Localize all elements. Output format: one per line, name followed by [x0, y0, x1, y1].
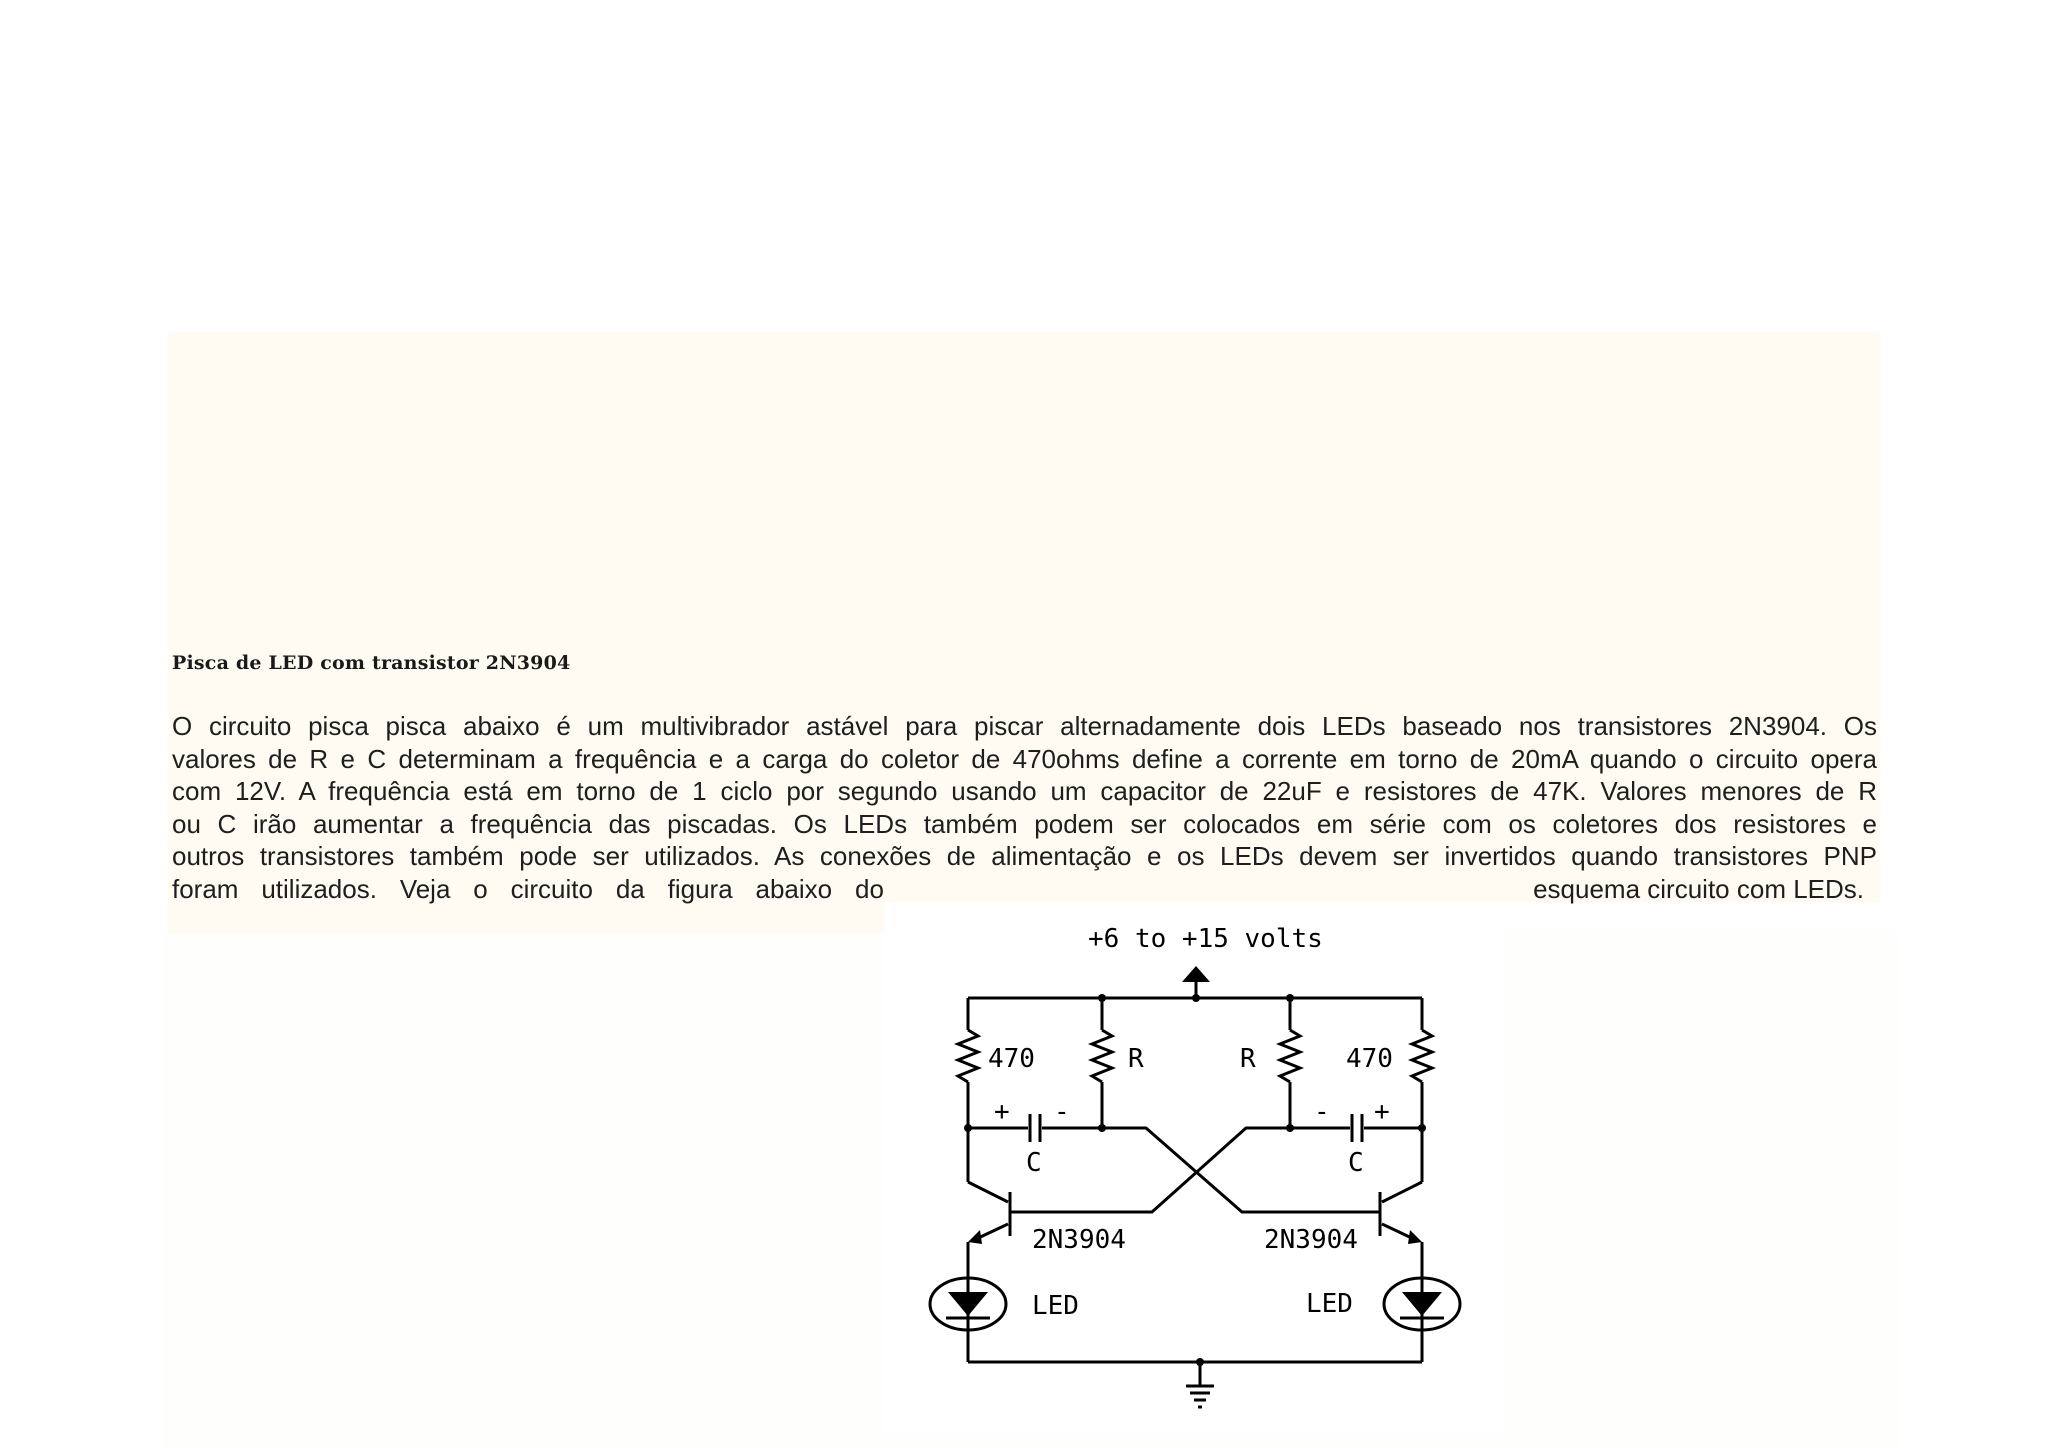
- supply-label: +6 to +15 volts: [1088, 924, 1323, 954]
- paragraph-last-line-left: [172, 873, 884, 906]
- left-led-label: LED: [1032, 1291, 1079, 1321]
- paragraph-word: da: [615, 873, 645, 904]
- paragraph-last-line: [172, 873, 1877, 906]
- paragraph-word: Veja: [399, 873, 451, 904]
- schematic-drawing: [884, 902, 1504, 1432]
- left-base-resistor: [1092, 1030, 1112, 1082]
- left-collector-resistor-label: 470: [988, 1044, 1035, 1074]
- paragraph-word: foram: [172, 873, 239, 904]
- paragraph-last-line-right: esquema circuito com LEDs.: [1533, 873, 1864, 904]
- article-title: Pisca de LED com transistor 2N3904: [172, 652, 571, 674]
- left-cap-minus: -: [1054, 1097, 1070, 1127]
- paragraph-line: O circuito pisca pisca abaixo é um multivibrador astável para piscar alternadamente dois LEDs baseado nos transistores 2N3904. Os: [172, 711, 1877, 741]
- paragraph-word: abaixo: [755, 873, 833, 904]
- left-led-icon: [930, 1270, 1006, 1338]
- circuit-schematic: [884, 902, 1504, 1432]
- paragraph-word: o: [473, 873, 488, 904]
- paragraph-line: outros transistores também pode ser utilizados. As conexões de alimentação e os LEDs devem ser invertidos quando transistores PNP: [172, 841, 1877, 871]
- paragraph-line: valores de R e C determinam a frequência e a carga do coletor de 470ohms define a corrente em torno de 20mA quando o circuito opera: [172, 743, 1877, 774]
- paragraph-word: do: [855, 873, 884, 904]
- paragraph-word: figura: [667, 873, 733, 904]
- right-transistor: [1382, 1182, 1422, 1202]
- content-panel-tail: [168, 902, 884, 934]
- right-cap-minus: -: [1314, 1097, 1330, 1127]
- article-paragraph: [172, 710, 1877, 905]
- left-cap-plus: +: [994, 1097, 1010, 1127]
- left-base-resistor-label: R: [1128, 1044, 1144, 1074]
- paragraph-word: circuito: [510, 873, 593, 904]
- right-cap-plus: +: [1374, 1097, 1390, 1127]
- ground-icon: [1186, 1386, 1214, 1407]
- right-base-resistor: [1280, 1030, 1300, 1082]
- left-transistor: [968, 1182, 1008, 1202]
- right-capacitor-label: C: [1348, 1148, 1364, 1178]
- right-led-icon: [1384, 1270, 1460, 1338]
- right-collector-resistor-label: 470: [1346, 1044, 1393, 1074]
- left-capacitor-label: C: [1026, 1148, 1042, 1178]
- left-transistor-label: 2N3904: [1032, 1225, 1126, 1255]
- paragraph-line: com 12V. A frequência está em torno de 1 ciclo por segundo usando um capacitor de 22uF e resistores de 47K. Valores menores de R: [172, 776, 1877, 806]
- right-base-resistor-label: R: [1240, 1044, 1256, 1074]
- cross-wire-right: [1012, 1128, 1290, 1212]
- left-collector-resistor: [958, 1030, 978, 1082]
- right-led-label: LED: [1306, 1289, 1353, 1319]
- paragraph-line: ou C irão aumentar a frequência das piscadas. Os LEDs também podem ser colocados em série com os coletores dos resistores e: [172, 808, 1877, 839]
- right-transistor-label: 2N3904: [1264, 1225, 1358, 1255]
- right-collector-resistor: [1412, 1030, 1432, 1082]
- paragraph-word: utilizados.: [261, 873, 377, 904]
